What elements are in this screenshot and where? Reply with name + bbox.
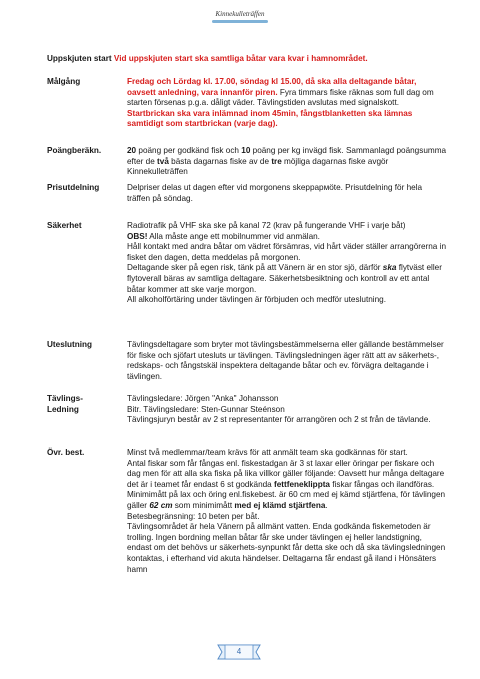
label-sakerhet: Säkerhet [47,221,82,230]
ovr-62cm: 62 cm [149,500,173,510]
text-sakerhet [127,221,447,306]
event-logo [200,4,280,34]
sakerhet-line-4a: Deltagande sker på egen risk, tänk på att Vänern är en stor sjö, därför [127,263,383,273]
label-ovr-best: Övr. best. [47,448,85,457]
poang-tre: tre [271,156,282,166]
text-malgang [127,77,447,130]
label-prisutdelning: Prisutdelning [47,183,100,192]
section-prisutdelning [47,183,447,207]
ovr-p1: Minst två medlemmar/team krävs för att anmält team ska godkännas för start. [127,448,408,457]
ovr-ej-klamd: med ej klämd stjärtfena [234,500,326,510]
logo-text: Kinnekulleträffen [215,10,265,18]
label-ledning: Ledning [47,404,79,414]
label-malgang: Målgång [47,77,81,86]
sakerhet-line-2-text: Alla måste ange ett mobilnummer vid anmälan. [147,231,320,241]
section-ovriga-bestammelser [47,448,447,633]
section-uteslutning [47,340,447,386]
page-number-ribbon [216,641,262,663]
poang-10: 10 [241,146,251,155]
malgang-red-2: Startbrickan ska vara inlämnad inom 45min, fångstblanketten ska lämnas samtidigt som startbrickan (varje dag). [127,108,413,129]
sakerhet-line-5: All alkoholförtäring under tävlingen är förbjuden och medför uteslutning. [127,295,386,305]
ovr-p3c: som minimimått [172,500,235,510]
sakerhet-line-4 [127,263,447,295]
ovr-fettfeneklippta: fettfeneklippta [274,479,330,489]
ledare-line: Tävlingsledare: Jörgen "Anka" Johansson [127,394,279,403]
text-poang [127,146,447,178]
poang-20: 20 [127,146,137,155]
ovr-p5: Tävlingsområdet är hela Vänern på allmänt vatten. Enda godkända fiskemetoden är trolling. Ingen bordning mellan båtar får ske under tävlingen ej heller landstigning, endast om det behövs ur säkerhets-synpunkt får detta ske och då ska tävlingsledningen kontaktas, i efterhand vid akuta händelser. Deltagarna får endast gå iland i Hönsäters hamn [127,522,446,574]
ovr-p2 [127,459,447,491]
ovr-p3a: Minimimått på lax och öring enl.fiskebest. är 60 cm med ej kämd stjärtfena, för tävlingen gäller [127,490,446,510]
text-tavlingsledning [127,394,447,426]
juryn-line: Tävlingsjuryn består av 2 st representanter för arrangören och 2 st från de tävlande. [127,415,431,425]
sakerhet-line-4b: flytväst eller flytoverall bäras av samtliga deltagare. Säkerhetsbesiktning och kontroll av ett antal båtar kommer att ske varje morgon. [127,263,442,294]
label-uppskjuten-start: Uppskjuten start [47,54,112,63]
ovr-p2-end: fiskar fångas och ilandföras. [329,479,435,489]
section-poang [47,146,447,180]
malgang-red-1: Fredag och Lördag kl. 17.00, söndag kl 15.00, då ska alla deltagande båtar, oavsett anledning, vara innanför piren. [127,77,417,97]
ovr-p3 [127,490,447,511]
sakerhet-line-3: Håll kontakt med andra båtar om vädret försämras, vid hårt väder ställer arrangörerna in fisket den dagen, detta meddelas på morgonen. [127,242,447,262]
sakerhet-line-2 [127,232,447,243]
malgang-normal: Fyra timmars fiske räknas som full dag om starten försenas p.g.a. dåligt väder. Tävlingstiden avslutas med signalskott. [127,87,434,108]
sakerhet-ska: ska [382,263,397,273]
page-number: 4 [236,647,242,656]
poang-t1: poäng per godkänd fisk och [136,146,242,155]
section-tavlingsledning [47,394,447,438]
section-sakerhet [47,221,447,317]
poang-t2: poäng per kg invägd fisk. Sammanlagd poängsumma efter de [127,146,447,166]
bitr-ledare-line: Bitr. Tävlingsledare: Sten-Gunnar Steénson [127,404,285,414]
text-uppskjuten-start: Vid uppskjuten start ska samtliga båtar vara kvar i hamnområdet. [113,54,368,63]
text-uteslutning: Tävlingsdeltagare som bryter mot tävlingsbestämmelserna eller gällande bestämmelser för fiske och sjöfart utesluts ur tävlingen. Tävlingsledningen äger rätt att av säkerhets-, redskaps- och fångstskäl inspektera deltagande båtar och ev. förvägra deltagande i tävlingen. [127,340,444,381]
ovr-p4: Betesbegränsning: 10 beten per båt. [127,511,260,521]
poang-t4: möjliga dagarnas fiske avgör Kinnekulleträffen [127,156,389,177]
poang-tva: två [157,156,169,166]
ovr-p2-text: Antal fiskar som får fångas enl. fiskestadgan är 3 st laxar eller öringar per fiskare och dag men för att alla ska fiska på lika villkor gäller följande: Oavsett hur många deltagare det är i teamet får endast 6 st godkända [127,458,445,489]
text-ovr-best [127,448,447,575]
logo-wave-bar [212,20,268,23]
label-tavlings: Tävlings- [47,394,83,403]
sakerhet-line-1: Radiotrafik på VHF ska ske på kanal 72 (krav på fungerande VHF i varje båt) [127,221,406,230]
text-prisutdelning: Delpriser delas ut dagen efter vid morgonens skeppармöte. Prisutdelning för hela träffen på söndag. [127,183,423,203]
obs-label: OBS! [127,231,148,241]
label-uteslutning: Uteslutning [47,340,93,349]
label-poang: Poängberäkn. [47,146,102,155]
section-malgang [47,77,447,139]
section-uppskjuten-start [47,54,447,66]
poang-t3: bästa dagarnas fiske av de [168,156,272,166]
ovr-p3e: . [325,500,328,510]
label-tavlingsledning [47,394,117,415]
